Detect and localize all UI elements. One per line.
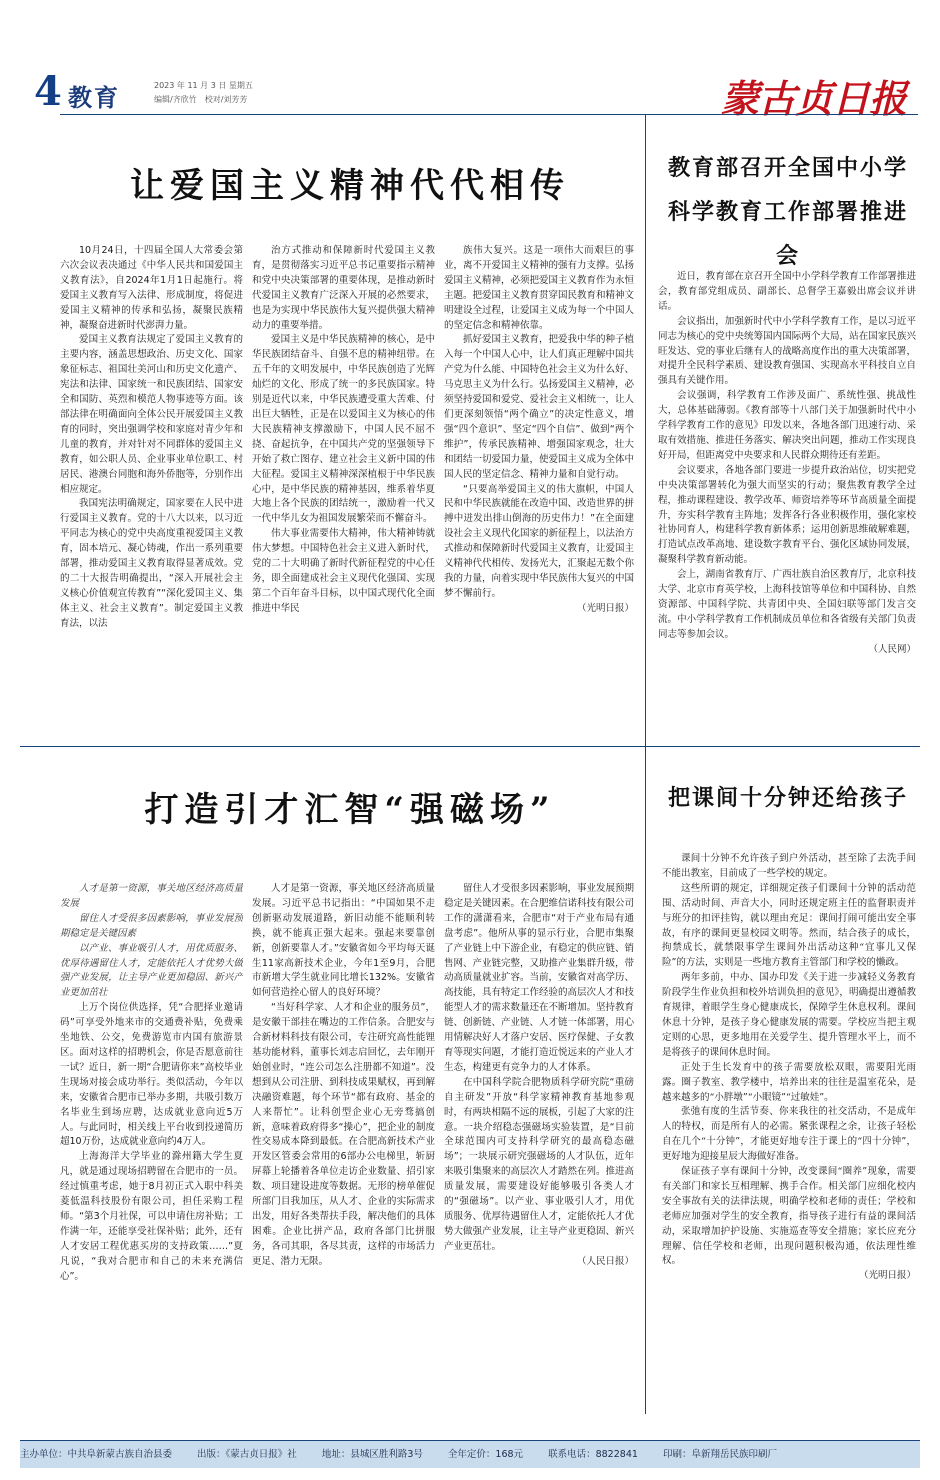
issue-date: 2023 年 11 月 3 日 星期五 <box>154 81 253 90</box>
column-rule <box>645 114 646 1414</box>
intro-line: 人才是第一资源，事关地区经济高质量发展 <box>60 883 243 909</box>
paragraph: 爱国主义教育法规定了爱国主义教育的主要内容，涵盖思想政治、历史文化、国家象征标志、祖国壮美河山和历史文化遗产、宪法和法律、国家统一和民族团结、国家安全和国防、英烈和模范人物事迹等方面。该部法律在明确面向全体公民开展爱国主义教育的同时，突出强调学校和家庭对青少年和儿童的教育，并对针对不同群体的爱国主义教育，如公职人员、企业事业单位职工、村居民、港澳台同胞和海外侨胞等，分别作出相应规定。 <box>60 334 243 495</box>
source-credit: （光明日报） <box>576 602 634 614</box>
footer-bar <box>20 1440 920 1468</box>
article4-title: 把课间十分钟还给孩子 <box>667 785 908 811</box>
paragraph: 族伟大复兴。这是一项伟大而艰巨的事业，离不开爱国主义精神的强有力支撑。弘扬爱国主义精神，必须把爱国主义教育作为永恒主题。把爱国主义教育贯穿国民教育和精神文明建设全过程，让爱国主义成为每一个中国人的坚定信念和精神依靠。 <box>444 245 634 331</box>
paragraph: 10月24日，十四届全国人大常委会第六次会议表决通过《中华人民共和国爱国主义教育法》，自2024年1月1日起施行。将爱国主义教育写入法律、形成制度，将促进爱国主义精神的传承和弘扬，凝聚民族精神，凝聚奋进新时代澎湃力量。 <box>60 245 243 331</box>
paragraph: 抓好爱国主义教育，把爱我中华的种子植入每一个中国人心中，让人们真正理解中国共产党为什么能、中国特色社会主义为什么好、马克思主义为什么行。弘扬爱国主义精神，必须坚持爱国和爱党、爱社会主义相统一，让人们更深刻领悟“两个确立”的决定性意义，增强“四个意识”、坚定“四个自信”、做到“两个维护”，传承民族精神、增强国家观念，壮大和团结一切爱国力量，使爱国主义成为全体中国人民的坚定信念、精神力量和自觉行动。 <box>444 334 634 480</box>
paragraph: 会上，湖南省教育厅、广西壮族自治区教育厅，北京科技大学、北京市育英学校，上海科技馆等单位和中国科协、自然资源部、中国科学院、共青团中央、全国妇联等部门发言交流。中小学科学教育工作机制成员单位和各省级有关部门负责同志等参加会议。 <box>658 569 916 640</box>
paragraph: 在中国科学院合肥物质科学研究院“重磅自主研发”开放“科学家精神教育基地参观时，有两块相隔不远的展板，引起了大家的注意。一块介绍稳态强磁场实验装置，是“目前全球范围内可支持科学研究的最高稳态磁场”；一块展示研究强磁场的人才队伍，近年来吸引集聚来的高层次人才踏然在列。推进高质量发展，需要建设好能够吸引各类人才的“强磁场”。以产业、事业吸引人才，用优质服务、优厚待遇留住人才，定能依托人才优势大做强产业发展，让主导产业更稳固、新兴产业更茁壮。 <box>444 1076 634 1252</box>
paragraph: 正处于生长发育中的孩子需要放松双眼，需要阳光雨露。圈子教室、教学楼中，培养出来的往往是温室花朵，是越来越多的“小胖墩”“小眼镜”“过敏娃”。 <box>662 1061 916 1103</box>
page-number: 4 <box>34 68 62 115</box>
article3-title <box>658 146 918 278</box>
article2-column-1 <box>60 882 243 1434</box>
article2-column-2 <box>252 882 435 1434</box>
intro-line: 留住人才受很多因素影响，事业发展预期稳定是关键因素 <box>60 912 243 939</box>
paragraph: 两年多前，中办、国办印发《关于进一步减轻义务教育阶段学生作业负担和校外培训负担的意见》，明确提出遵循教育规律，着眼学生身心健康成长，保障学生休息权利。课间休息十分钟，是孩子身心健康发展的需要。学校应当把主观定则的心思，更多地用在关爱学生、提升管理水平上，而不是将孩子的课间休息时间。 <box>662 972 916 1058</box>
paragraph: 会议强调，科学教育工作涉及面广、系统性强、挑战性大，总体基础薄弱。《教育部等十八部门关于加强新时代中小学科学教育工作的意见》印发以来，各地各部门迅速行动、采取有效措施、推进任务落实、解决突出问题，推动工作实现良好开局，但距离党中央要求和人民群众期待还有差距。 <box>658 390 916 461</box>
article1-title: 让爱国主义精神代代相传 <box>130 166 570 206</box>
paragraph: 课间十分钟不允许孩子到户外活动，甚至除了去洗手间不能出教室，目前成了一些学校的规定。 <box>662 853 916 879</box>
section-rule <box>20 746 920 747</box>
article4-body <box>662 852 916 1436</box>
article1-column-1 <box>60 244 243 734</box>
footer-printer: 印刷：阜新翔岳民族印刷厂 <box>662 1449 777 1460</box>
source-credit: （人民网） <box>868 643 916 655</box>
intro-line: 以产业、事业吸引人才，用优质服务、优厚待遇留住人才，定能依托人才优势大做强产业发展，让主导产业更加稳固、新兴产业更加茁壮 <box>60 942 243 999</box>
editor-credits: 编辑/齐欣竹 校对/刘芳芳 <box>154 95 248 104</box>
paragraph: 留住人才受很多因素影响，事业发展预期稳定是关键因素。在合肥维信诺科技有限公司工作的潇潇看来，合肥市“对于产业布局有通盘考虑”。他所从事的显示行业，合肥市集聚了产业链上中下游企业，有稳定的供应链、销售网、产业链完整，又助推产业集群升级，带动高质量就业扩容。当前，安徽省对高学历、高技能，具有特定工作经验的高层次人才和技能型人才的需求数量还在不断增加。坚持教育链、创新链、产业链、人才链一体部署，用心用情解决好人才落户安居、医疗保健、子女教育等现实问题，才能打造近悦远来的产业人才生态，构建更有竞争力的人才体系。 <box>444 883 634 1073</box>
article3-body <box>658 270 916 740</box>
paragraph: “当好科学家、人才和企业的服务员”，是安徽干部挂在嘴边的工作信条。合肥安与合新材料科技有限公司，专注研究高性能锂基功能材料，董事长刘志启回忆，去年刚开始创业时，“连公司怎么注册都不知道”。没想到从公司注册、到科技成果赋权，再到解决融资难题，每个环节“都有政府、基金的人来帮忙”。让科创型企业心无旁骛搞创新，意味着政府得多“操心”，把企业的制度性交易成本降到最低。在合肥高新技术产业开发区管委会常用的6部办公电梯里，斩厨屏幕上轮播着各单位走访企业数量、招引家数、项目建设进度等数据。无形的榜单催促所部门目我加压，从人才、企业的实际需求出发，用好各类帮扶手段，解决他们的具体困难。企业比拼产品，政府各部门比拼服务，各司其职，各尽其责，这样的市场活力更足、潜力无限。 <box>252 1002 435 1267</box>
paragraph: 治方式推动和保障新时代爱国主义教育，是贯彻落实习近平总书记重要指示精神和党中央决策部署的重要体现，是推动新时代爱国主义教育广泛深入开展的必然要求，也是为实现中华民族伟大复兴提供强大精神动力的重要举措。 <box>252 245 435 331</box>
paragraph: 这些所谓的规定，详细规定孩子们课间十分钟的活动范围、活动时间、声音大小，同时还规定班主任的监督职责并与班分的扣评挂钩，就以理由充足：课间打闹可能出安全事故，有序的课间更显校园文明等。然而，结合孩子的成长，拘禁成长，就禁限事学生课间外出活动这种“宜事儿又保险”的方法，实则是一些地方教育主管部门和学校的懒政。 <box>662 882 916 969</box>
paragraph: 上海海洋大学毕业的滁州籍大学生夏凡，就是通过现场招聘留在合肥市的一员。经过慎重考虑，她于8月初正式入职中科美菱低温科技股份有限公司，担任采购工程师。“第3个月社保，可以申请住房补贴；工作满一年，还能享受社保补贴；此外，还有人才安居工程优惠买房的支持政策……”夏凡说，“我对合肥市和自己的未来充满信心”。 <box>60 1151 243 1282</box>
paragraph: 近日，教育部在京召开全国中小学科学教育工作部署推进会，教育部党组成员、副部长、总督学王嘉毅出席会议并讲话。 <box>658 271 916 312</box>
article2-title: 打造引才汇智“强磁场” <box>144 790 556 830</box>
title-line: 科学教育工作部署推进会 <box>667 199 908 269</box>
paragraph: 保证孩子享有课间十分钟，改变课间“圈养”现象，需要有关部门和家长互相理解、携手合作。相关部门应细化校内安全事故有关的法律法规，明确学校和老师的责任；学校和老师应加强对学生的安全教育，指导孩子进行有益的课间活动，采取增加护护设施、实施巡查等安全措施；家长应充分理解、信任学校和老师，出现问题积极沟通，依法理性维权。 <box>662 1166 916 1267</box>
header-rule <box>60 114 918 115</box>
paragraph: 会议指出，加强新时代中小学科学教育工作，是以习近平同志为核心的党中央统筹国内国际两个大局，站在国家民族兴旺发达、党的事业后继有人的战略高度作出的重大决策部署，对提升全民科学素质、建设教育强国、实现高水平科技自立自强具有关键作用。 <box>658 315 916 387</box>
footer-publisher: 出版：《蒙古贞日报》社 <box>197 1449 297 1460</box>
title-line: 教育部召开全国中小学 <box>667 155 908 181</box>
section-name: 教育 <box>68 84 120 112</box>
paragraph: 张弛有度的生活节奏、你来我往的社交活动，不是成年人的特权，而是所有人的必需。紧张课程之余，让孩子轻松自在几个“十分钟”，才能更好地专注于课上的“四十分钟”，更好地为迎接星辰大海做好准备。 <box>662 1106 916 1163</box>
source-credit: （光明日报） <box>858 1270 916 1282</box>
paragraph: 我国宪法明确规定，国家要在人民中进行爱国主义教育。党的十八大以来，以习近平同志为核心的党中央高度重视爱国主义教育，固本培元、凝心铸魂，作出一系列重要部署，推动爱国主义教育取得显著成效。党的二十大报告明确提出，“深入开展社会主义核心价值观宣传教育”“深化爱国主义、集体主义、社会主义教育”。制定爱国主义教育法，以法 <box>60 498 243 629</box>
newspaper-logo: 蒙古贞日报 <box>720 76 906 121</box>
footer-sponsor: 主办单位：中共阜新蒙古族自治县委 <box>20 1449 173 1460</box>
paragraph: 爱国主义是中华民族精神的核心，是中华民族团结奋斗、自强不息的精神纽带。在五千年的文明发展中，中华民族创造了光辉灿烂的文化、形成了统一的多民族国家。特别是近代以来，中华民族遭受重大苦难、付出巨大牺牲，正是在以爱国主义为核心的伟大民族精神支撑激励下，中国人民不屈不挠、奋起抗争，在中国共产党的坚强领导下开始了救亡图存、建立社会主义新中国的伟大征程。爱国主义精神深深植根于中华民族心中，是中华民族的精神基因，维系着华夏大地上各个民族的团结统一，激励着一代又一代中华儿女为祖国发展繁荣而不懈奋斗。 <box>252 334 435 525</box>
footer-phone: 联系电话：8822841 <box>548 1449 638 1460</box>
article1-column-2 <box>252 244 435 734</box>
paragraph: 上万个岗位供选择，凭“合肥择业邀请码”可享受外地来市的交通费补贴，免费乘坐地铁、公交，免费游览市内国有旅游景区。面对这样的招聘机会，你是否愿意前往一试？近日，新一期“合肥请你来”高校毕业生现场对接会成功举行。类似活动，今年以来，安徽省合肥市已举办多期，共吸引数万名毕业生到场应聘，达成就业意向近5万人。与此同时，相关线上平台收到投递简历超10万份，达成就业意向约4万人。 <box>60 1002 243 1148</box>
footer-address: 地址：县城区胜利路3号 <box>321 1449 423 1460</box>
article2-column-3 <box>444 882 634 1434</box>
article1-column-3 <box>444 244 634 744</box>
paragraph: 人才是第一资源，事关地区经济高质量发展。习近平总书记指出：“中国如果不走创新驱动发展道路，新旧动能不能顺利转换，就不能真正强大起来。强起来要靠创新，创新要靠人才。”安徽省如今平均每天诞生11家高新技术企业，今年1至9月，合肥市新增大学生就业同比增长132%。安徽省如何营造拴心留人的良好环境？ <box>252 883 435 999</box>
paragraph: 伟大事业需要伟大精神，伟大精神铸就伟大梦想。中国特色社会主义进入新时代，党的二十大明确了新时代新征程党的中心任务，即全面建成社会主义现代化强国、实现第二个百年奋斗目标，以中国式现代化全面推进中华民 <box>252 528 435 614</box>
masthead <box>26 64 916 121</box>
footer-price: 全年定价：168元 <box>447 1449 524 1460</box>
paragraph: “只要高举爱国主义的伟大旗帜，中国人民和中华民族就能在改造中国、改造世界的拼搏中迸发出排山倒海的历史伟力！”在全面建设社会主义现代化国家的新征程上，以法治方式推动和保障新时代爱国主义教育，让爱国主义精神代代相传、发扬光大，汇聚起无数个你我的力量，向着实现中华民族伟大复兴的中国梦不懈前行。 <box>444 483 634 599</box>
source-credit: （人民日报） <box>576 1255 634 1267</box>
paragraph: 会议要求，各地各部门要进一步提升政治站位，切实把党中央决策部署转化为强大而坚实的行动；聚焦教育教学全过程，推动课程建设、教学改革、师资培养等环节高质量全面提升，夯实科学教育主阵地；发挥各行各业积极作用，强化家校社协同育人，构建科学教育新体系；运用创新思维破解难题，打造试点改革高地、建设数字教育平台、强化区域协同发展，凝聚科学教育新动能。 <box>658 464 916 566</box>
